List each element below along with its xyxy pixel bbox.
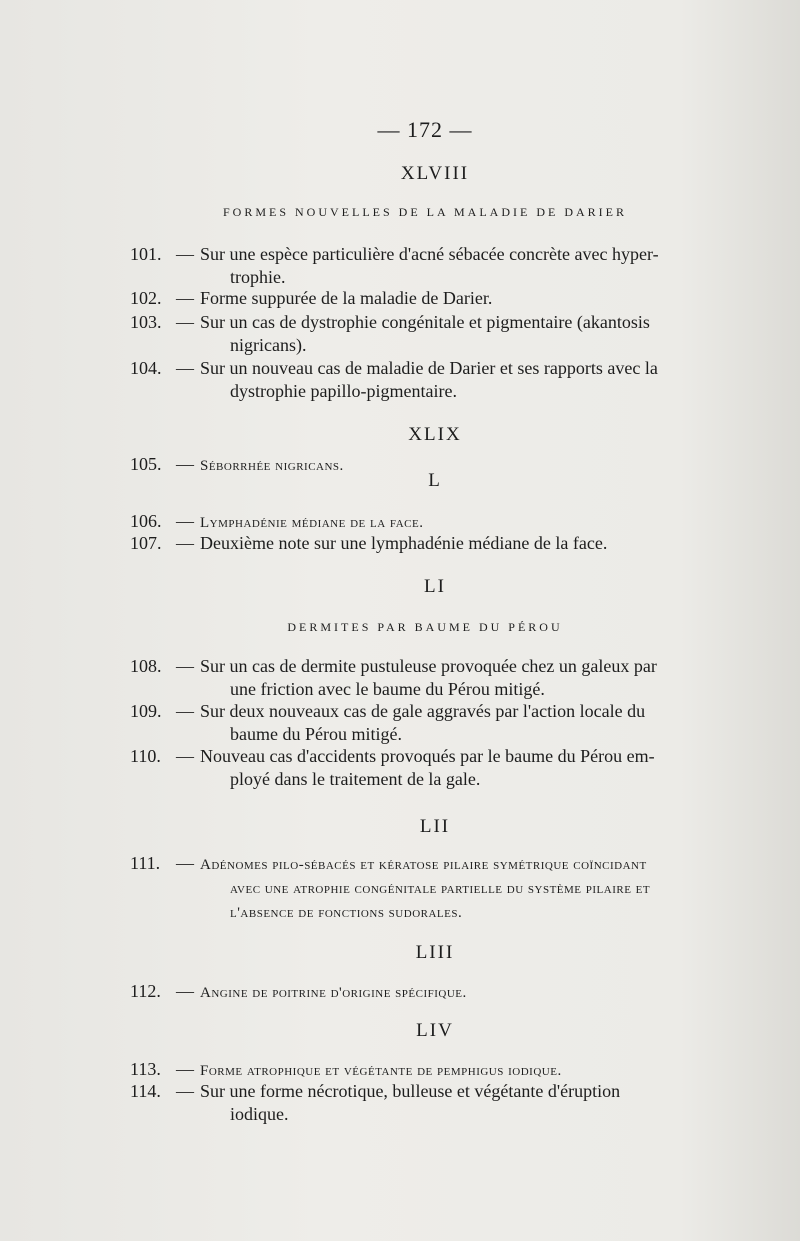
entry-101: 101. — Sur une espèce particulière d'acné sébacée concrète avec hyper- trophie. [130, 243, 730, 289]
entry-title: Forme atrophique et végétante de pemphigus iodique. [200, 1063, 562, 1079]
entry-title-continued: une friction avec le baume du Pérou mitigé. [230, 679, 545, 699]
section-heading-xlix: XLIX [408, 424, 462, 445]
entry-111: 111. — Adénomes pilo-sébacés et kératose pilaire symétrique coïncidant avec une atrophie congénitale partielle du système pilaire et l'absence de fonctions sudorales. [130, 851, 730, 925]
entry-number: 111. [130, 853, 161, 873]
section-subheading-darier: FORMES NOUVELLES DE LA MALADIE DE DARIER [223, 205, 627, 219]
entry-113: 113. — Forme atrophique et végétante de pemphigus iodique. [130, 1059, 562, 1079]
section-heading-liv: LIV [416, 1020, 454, 1041]
entry-102: 102. — Forme suppurée de la maladie de Darier. [130, 288, 493, 308]
page-number: — 172 — [377, 117, 473, 142]
entry-103: 103. — Sur un cas de dystrophie congénitale et pigmentaire (akantosis nigricans). [130, 311, 730, 357]
entry-title: Deuxième note sur une lymphadénie médiane de la face. [200, 533, 608, 553]
entry-title: Angine de poitrine d'origine spécifique. [200, 985, 467, 1001]
entry-107: 107. — Deuxième note sur une lymphadénie médiane de la face. [130, 533, 608, 553]
entry-title: Sur deux nouveaux cas de gale aggravés par l'action locale du [200, 701, 646, 721]
entry-title: Nouveau cas d'accidents provoqués par le baume du Pérou em- [200, 746, 655, 766]
entry-number: 109. [130, 701, 162, 721]
entry-number: 107. [130, 533, 162, 553]
entry-number: 101. [130, 244, 162, 264]
entry-title: Forme suppurée de la maladie de Darier. [200, 288, 493, 308]
entry-number: 112. [130, 981, 161, 1001]
section-heading-xlviii: XLVIII [400, 163, 470, 184]
entry-title: Sur une forme nécrotique, bulleuse et végétante d'éruption [200, 1081, 621, 1101]
entry-title: Lymphadénie médiane de la face. [200, 515, 424, 531]
entry-number: 102. [130, 288, 162, 308]
entry-title-continued: iodique. [230, 1104, 289, 1124]
entry-title-continued: ployé dans le traitement de la gale. [230, 769, 481, 789]
entry-title: Sur un nouveau cas de maladie de Darier et ses rapports avec la [200, 358, 658, 378]
entry-number: 106. [130, 511, 162, 531]
entry-title-continued: nigricans). [230, 335, 307, 355]
section-heading-l: L [428, 470, 442, 491]
entry-title: Sur un cas de dermite pustuleuse provoquée chez un galeux par [200, 656, 657, 676]
entry-108: 108. — Sur un cas de dermite pustuleuse provoquée chez un galeux par une friction avec le baume du Pérou mitigé. [130, 655, 730, 701]
entry-title: Sur une espèce particulière d'acné sébacée concrète avec hyper- [200, 244, 659, 264]
entry-title: Sur un cas de dystrophie congénitale et pigmentaire (akantosis [200, 312, 650, 332]
entry-title: Séborrhée nigricans. [200, 458, 344, 474]
entry-title-continued: avec une atrophie congénitale partielle du système pilaire et [230, 881, 651, 897]
entry-title-continued: baume du Pérou mitigé. [230, 724, 402, 744]
entry-number: 113. [130, 1059, 161, 1079]
entry-number: 103. [130, 312, 162, 332]
entry-title-continued: trophie. [230, 267, 286, 287]
entry-number: 104. [130, 358, 162, 378]
section-subheading-baume: DERMITES PAR BAUME DU PÉROU [287, 620, 563, 634]
entry-114: 114. — Sur une forme nécrotique, bulleuse et végétante d'éruption iodique. [130, 1080, 730, 1126]
entry-104: 104. — Sur un nouveau cas de maladie de Darier et ses rapports avec la dystrophie papillo-pigmentaire. [130, 357, 730, 403]
entry-number: 110. [130, 746, 161, 766]
entry-109: 109. — Sur deux nouveaux cas de gale aggravés par l'action locale du baume du Pérou mitigé. [130, 700, 730, 746]
entry-title: Adénomes pilo-sébacés et kératose pilaire symétrique coïncidant [200, 857, 647, 873]
entry-105: 105. — Séborrhée nigricans. [130, 454, 344, 474]
section-heading-liii: LIII [415, 942, 455, 963]
entry-number: 114. [130, 1081, 161, 1101]
section-heading-li: LI [424, 576, 446, 597]
entry-title-continued: dystrophie papillo-pigmentaire. [230, 381, 457, 401]
entry-title-continued: l'absence de fonctions sudorales. [230, 905, 463, 921]
section-heading-lii: LII [419, 816, 451, 837]
entry-112: 112. — Angine de poitrine d'origine spécifique. [130, 981, 467, 1001]
entry-number: 108. [130, 656, 162, 676]
entry-number: 105. [130, 454, 162, 474]
entry-106: 106. — Lymphadénie médiane de la face. [130, 511, 424, 531]
entry-110: 110. — Nouveau cas d'accidents provoqués par le baume du Pérou em- ployé dans le traitement de la gale. [130, 745, 730, 791]
